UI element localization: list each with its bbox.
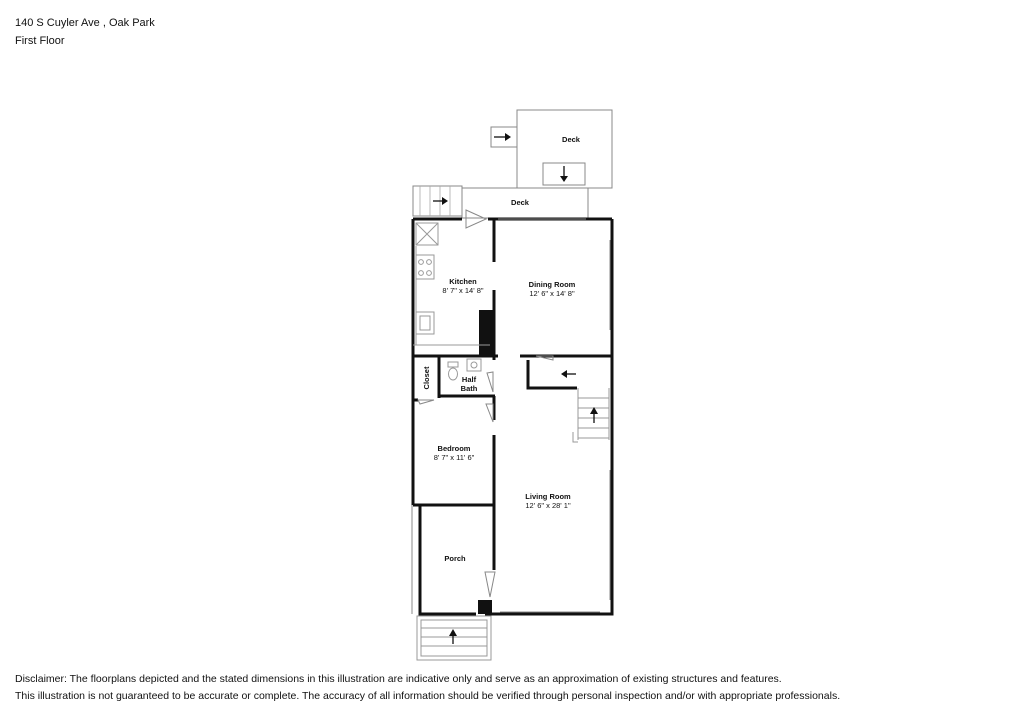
dims-dining-room: 12' 6" x 14' 8" xyxy=(529,289,575,298)
lower-deck xyxy=(413,186,588,218)
disclaimer-line-1: Disclaimer: The floorplans depicted and the stated dimensions in this illustration are indicative only and serve as an approximation of existing structures and features. xyxy=(15,673,782,685)
upper-deck xyxy=(491,110,612,188)
label-deck-lower: Deck xyxy=(511,198,529,207)
exterior-walls xyxy=(413,219,612,614)
disclaimer-line-2: This illustration is not guaranteed to be accurate or complete. The accuracy of all information should be verified through personal inspection and/or with appropriate professionals. xyxy=(15,690,841,702)
property-address: 140 S Cuyler Ave , Oak Park xyxy=(15,17,155,29)
label-kitchen: Kitchen xyxy=(449,277,477,286)
label-half-bath-2: Bath xyxy=(460,384,478,393)
floor-label: First Floor xyxy=(15,35,65,47)
label-bedroom: Bedroom xyxy=(437,444,471,453)
interior-walls xyxy=(413,219,612,570)
label-porch: Porch xyxy=(444,554,466,563)
room-labels xyxy=(422,135,581,563)
front-steps xyxy=(417,616,491,660)
label-closet: Closet xyxy=(422,366,431,390)
label-half-bath-1: Half xyxy=(461,375,477,384)
dims-bedroom: 8' 7" x 11' 6" xyxy=(433,453,475,462)
interior-stairs xyxy=(573,388,609,442)
dims-living-room: 12' 6" x 28' 1" xyxy=(525,501,571,510)
label-deck-upper: Deck xyxy=(562,135,580,144)
label-dining-room: Dining Room xyxy=(528,280,576,289)
dims-kitchen: 8' 7" x 14' 8" xyxy=(442,286,484,295)
door-swings xyxy=(418,210,553,597)
label-living-room: Living Room xyxy=(525,492,571,501)
